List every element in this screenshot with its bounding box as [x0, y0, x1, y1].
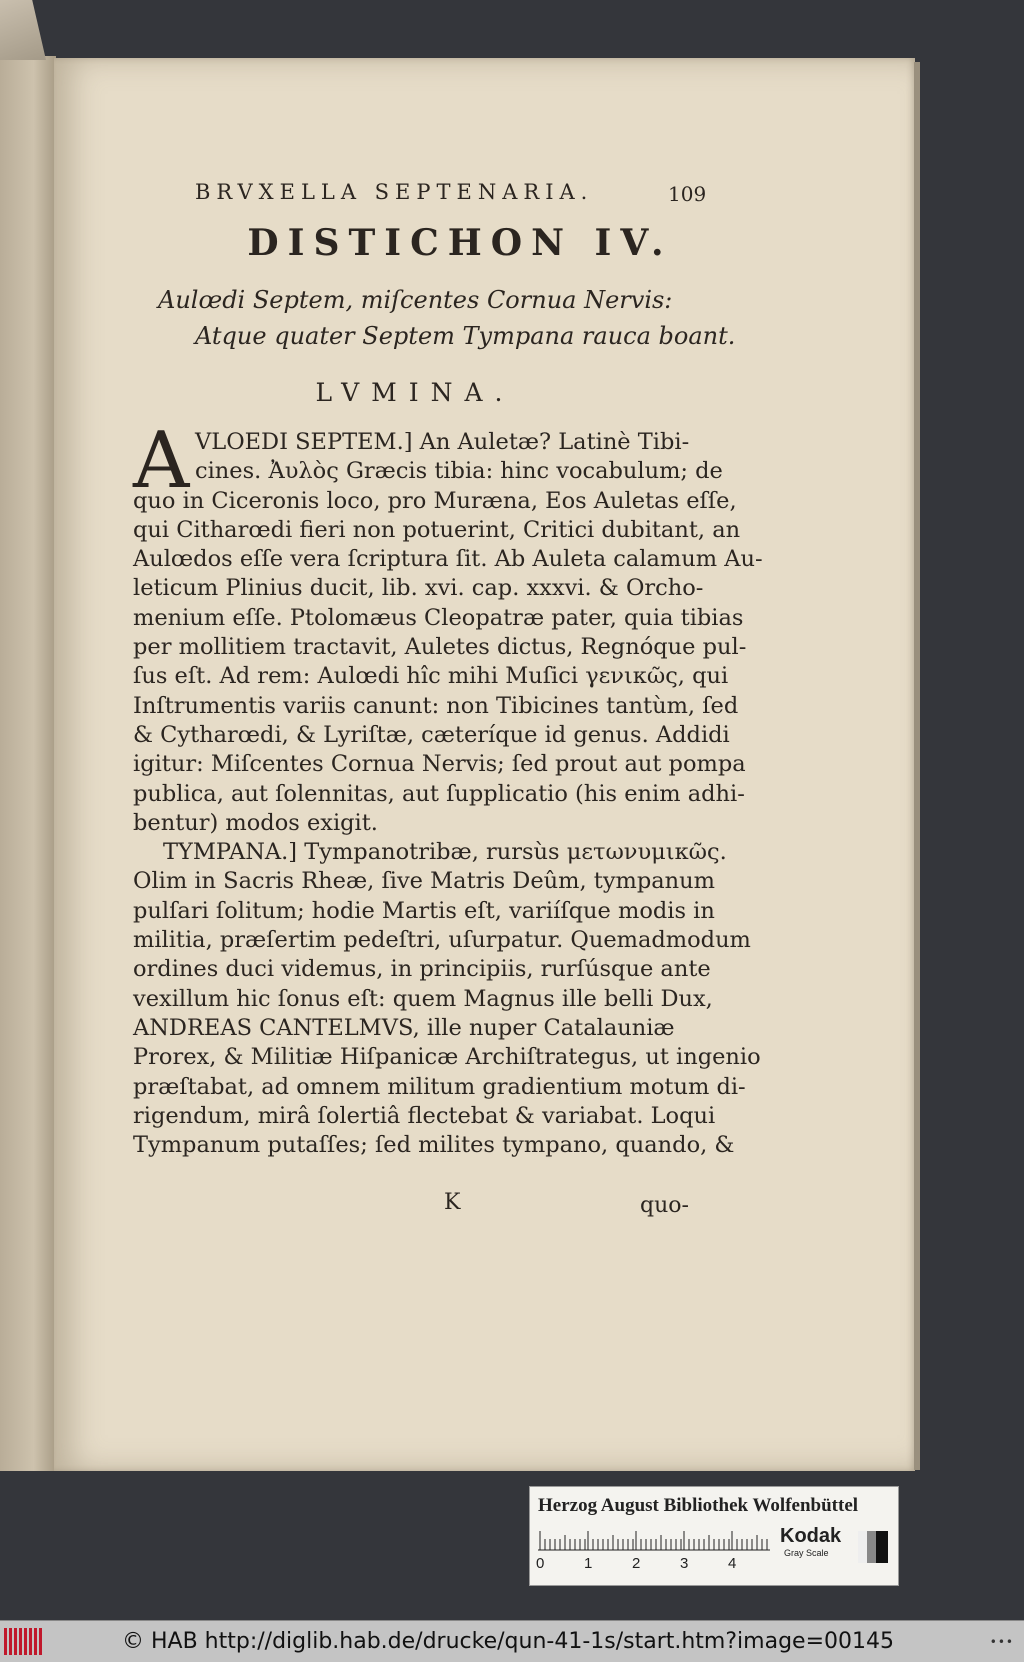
- ruler-label: 1: [584, 1555, 593, 1572]
- body-line: quo in Ciceronis loco, pro Muræna, Eos Auletas eſſe,: [133, 487, 737, 514]
- page-number: 109: [668, 182, 707, 206]
- gray-scale-label: Gray Scale: [784, 1548, 829, 1558]
- body-line: & Cytharœdi, & Lyriſtæ, cæteríque id genus. Addidi: [133, 721, 730, 748]
- body-line: præſtabat, ad omnem militum gradientium motum di-: [133, 1073, 746, 1100]
- institution-name: Herzog August Bibliothek Wolfenbüttel: [538, 1495, 859, 1516]
- ruler-label: 3: [680, 1555, 689, 1572]
- kodak-gray-scale-card: [529, 1486, 899, 1586]
- body-line: leticum Plinius ducit, lib. xvi. cap. xxxvi. & Orcho-: [133, 575, 704, 602]
- body-line: qui Citharœdi fieri non potuerint, Critici dubitant, an: [133, 516, 741, 543]
- page-title: DISTICHON IV.: [247, 222, 673, 264]
- section-heading: LVMINA.: [315, 378, 515, 407]
- body-line: TYMPANA.] Tympanotribæ, rursùs μετωνυμικῶς.: [163, 839, 727, 866]
- viewer-statusbar: [0, 1620, 1024, 1662]
- body-line: publica, aut ſolennitas, aut ſupplicatio (his enim adhi-: [133, 780, 745, 807]
- body-line: bentur) modos exigit.: [133, 809, 378, 836]
- catchword: quo-: [640, 1193, 689, 1218]
- verse-line-1: Aulœdi Septem, miſcentes Cornua Nervis:: [158, 286, 673, 314]
- body-line: ſus eſt. Ad rem: Aulœdi hîc mihi Muſici γενικῶς, qui: [133, 663, 729, 690]
- body-line: Tympanum putaſſes; ſed milites tympano, quando, &: [133, 1132, 735, 1159]
- signature-mark: K: [444, 1190, 461, 1215]
- body-line: Prorex, & Militiæ Hiſpanicæ Archiſtrategus, ut ingenio: [133, 1044, 761, 1071]
- running-header: BRVXELLA SEPTENARIA.: [195, 180, 594, 204]
- body-line: per mollitiem tractavit, Auletes dictus, Regnóque pul-: [133, 634, 747, 661]
- body-line: menium eſſe. Ptolomæus Cleopatræ pater, quia tibias: [133, 604, 744, 631]
- body-line: VLOEDI SEPTEM.] An Auletæ? Latinè Tibi-: [195, 429, 690, 455]
- body-line: ordines duci videmus, in principiis, rurſúsque ante: [133, 956, 711, 983]
- body-line: Inſtrumentis variis canunt: non Tibicines tantùm, ſed: [133, 692, 739, 719]
- body-line: Aulœdos eſſe vera ſcriptura ſit. Ab Auleta calamum Au-: [133, 546, 763, 573]
- ruler-scale: [538, 1527, 770, 1551]
- ruler-label: 2: [632, 1555, 641, 1572]
- ruler-label: 4: [728, 1555, 737, 1572]
- body-line: militia, præſertim pedeſtri, uſurpatur. Quemadmodum: [133, 927, 751, 954]
- hab-logo-icon: [4, 1628, 44, 1655]
- body-line: rigendum, mirâ ſolertiâ flectebat & variabat. Loqui: [133, 1102, 716, 1129]
- gray-scale-patch: [858, 1531, 888, 1563]
- page-edge-shadow: [914, 62, 920, 1470]
- copyright-url[interactable]: © HAB http://diglib.hab.de/drucke/qun-41-1s/start.htm?image=00145: [122, 1629, 894, 1654]
- verse-line-2: Atque quater Septem Tympana rauca boant.: [195, 322, 736, 350]
- ruler-label: 0: [536, 1555, 545, 1572]
- drop-cap: A: [133, 416, 190, 506]
- body-line: ANDREAS CANTELMVS, ille nuper Catalauniæ: [133, 1014, 675, 1041]
- kodak-logo: Kodak: [780, 1525, 842, 1547]
- body-line: vexillum hic ſonus eſt: quem Magnus ille belli Dux,: [133, 985, 713, 1012]
- body-line: cines. Ἀυλὸς Græcis tibia: hinc vocabulum; de: [195, 458, 723, 485]
- body-line: pulſari ſolitum; hodie Martis eſt, variíſque modis in: [133, 897, 715, 924]
- body-line: igitur: Miſcentes Cornua Nervis; ſed prout aut pompa: [133, 751, 746, 778]
- body-line: Olim in Sacris Rheæ, ſive Matris Deûm, tympanum: [133, 868, 716, 895]
- facing-page-edge: [0, 56, 56, 1471]
- more-menu-icon[interactable]: •••: [989, 1635, 1014, 1649]
- body-text: [133, 416, 763, 1160]
